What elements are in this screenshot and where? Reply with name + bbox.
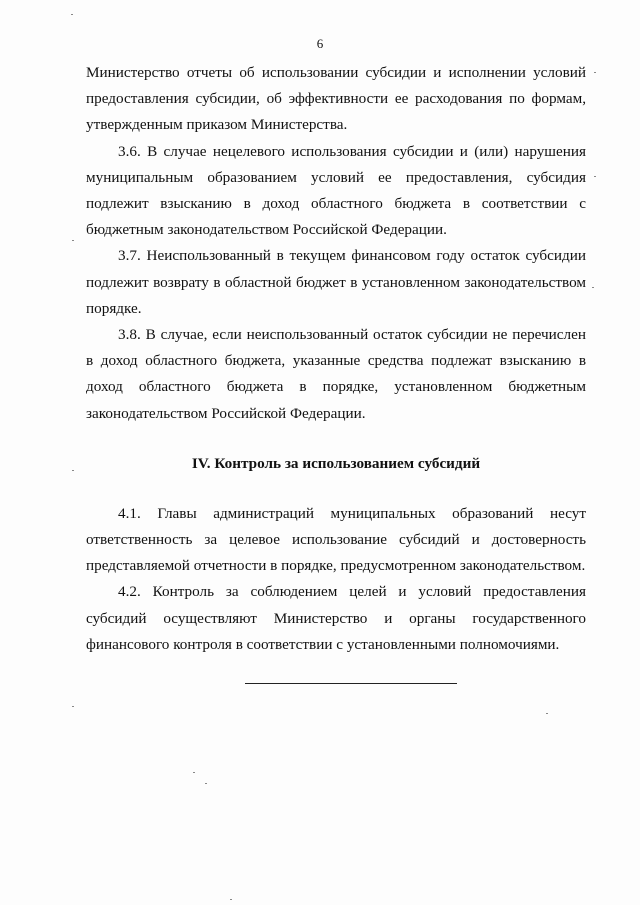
scan-speck [193,772,195,773]
paragraph-3-6: 3.6. В случае нецелевого использования субсидии и (или) нарушения муниципальным образованием условий ее предоставления, субсидия подлежит взысканию в доход областного бюджета в соответствии с бюджетным законодательством Российской Федерации. [86,142,586,239]
closing-divider-line [245,683,457,684]
scan-speck [72,240,74,241]
scan-speck [592,287,594,288]
paragraph-3-7: 3.7. Неиспользованный в текущем финансовом году остаток субсидии подлежит возврату в областной бюджет в установленном законодательством порядке. [86,247,586,317]
section-heading-iv: IV. Контроль за использованием субсидий [191,454,481,472]
scan-speck [594,72,596,73]
paragraph-continuation: Министерство отчеты об использовании субсидии и исполнении условий предоставления субсидии, об эффективности ее расходования по формам, утвержденным приказом Министерства. [86,64,586,134]
scan-speck [72,706,74,707]
paragraph-4-2: 4.2. Контроль за соблюдением целей и условий предоставления субсидий осуществляют Министерство и органы государственного финансового контроля в соответствии с установленными полномочиями. [86,583,586,653]
scan-speck [72,470,74,471]
scan-speck [71,14,73,15]
scan-speck [230,899,232,900]
paragraph-3-8: 3.8. В случае, если неиспользованный остаток субсидии не перечислен в доход областного бюджета, указанные средства подлежат взысканию в доход областного бюджета в порядке, установленном бюджетным законодательством Российской Федерации. [86,326,586,422]
scan-speck [546,713,548,714]
scan-speck [594,176,596,177]
document-body [86,60,586,658]
page-number: 6 [316,36,324,51]
scan-speck [205,783,207,784]
paragraph-4-1: 4.1. Главы администраций муниципальных образований несут ответственность за целевое использование субсидий и достоверность представляемой отчетности в порядке, предусмотренном законодательством. [86,504,586,575]
